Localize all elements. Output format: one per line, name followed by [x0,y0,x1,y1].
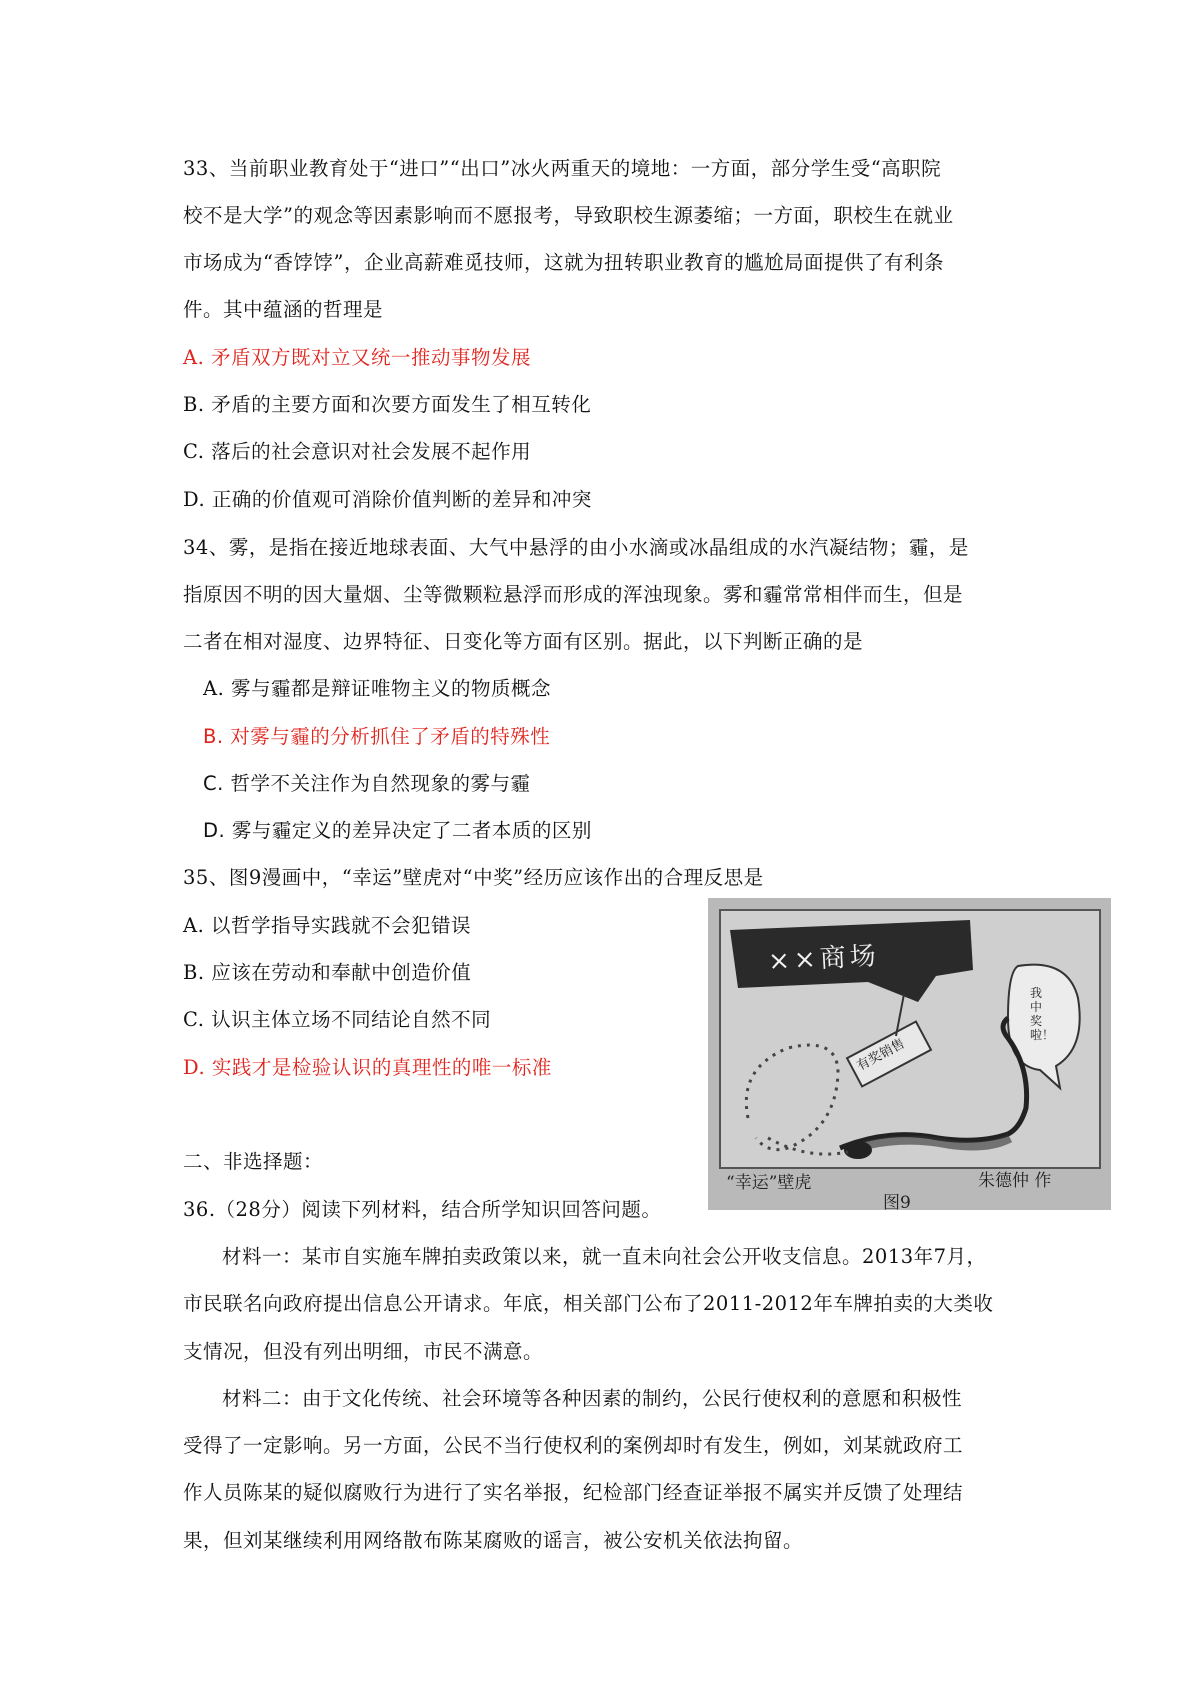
q35-stem: 35、图9漫画中，“幸运”壁虎对“中奖”经历应该作出的合理反思是 [183,866,764,889]
q34-stem-line-1: 34、雾，是指在接近地球表面、大气中悬浮的由小水滴或冰晶组成的水汽凝结物；霾，是 [183,536,969,559]
q34-option-b: B. 对雾与霾的分析抓住了矛盾的特殊性 [203,725,551,748]
material1-line-2: 市民联名向政府提出信息公开请求。年底，相关部门公布了2011-2012年车牌拍卖的大类收 [183,1292,994,1315]
q33-stem-line-3: 市场成为“香饽饽”，企业高薪难觅技师，这就为扭转职业教育的尴尬局面提供了有利条 [183,251,944,274]
cartoon-figure-label: 图9 [883,1193,911,1213]
q33-option-d: D. 正确的价值观可消除价值判断的差异和冲突 [183,488,592,511]
material2-line-3: 作人员陈某的疑似腐败行为进行了实名举报，纪检部门经查证举报不属实并反馈了处理结 [183,1481,964,1504]
material1-line-1: 材料一：某市自实施车牌拍卖政策以来，就一直未向社会公开收支信息。2013年7月， [222,1245,987,1268]
q33-stem-line-4: 件。其中蕴涵的哲理是 [183,298,384,321]
q33-option-a: A. 矛盾双方既对立又统一推动事物发展 [183,346,531,369]
q33-stem-line-1: 33、当前职业教育处于“进口”“出口”冰火两重天的境地：一方面，部分学生受“高职院 [183,157,942,180]
q34-stem-line-3: 二者在相对湿度、边界特征、日变化等方面有区别。据此，以下判断正确的是 [183,630,864,653]
section-heading: 二、非选择题： [183,1150,324,1173]
q35-option-c: C. 认识主体立场不同结论自然不同 [183,1008,492,1031]
q34-option-c: C. 哲学不关注作为自然现象的雾与霾 [203,772,531,795]
cartoon-bubble-text: 我中奖啦！ [1030,986,1055,1042]
q35-option-d: D. 实践才是检验认识的真理性的唯一标准 [183,1056,552,1079]
q34-option-a: A. 雾与霾都是辩证唯物主义的物质概念 [203,677,551,700]
cartoon-caption-right: 朱德仲 作 [978,1171,1052,1191]
material1-line-3: 支情况，但没有列出明细，市民不满意。 [183,1340,544,1363]
q35-option-b: B. 应该在劳动和奉献中创造价值 [183,961,472,984]
q34-option-d: D. 雾与霾定义的差异决定了二者本质的区别 [203,819,592,842]
cartoon-caption-left: “幸运”壁虎 [726,1173,812,1193]
q33-option-b: B. 矛盾的主要方面和次要方面发生了相互转化 [183,393,592,416]
cartoon-sign-text: 有奖销售 [854,1036,908,1075]
q36-title: 36.（28分）阅读下列材料，结合所学知识回答问题。 [183,1198,662,1221]
cartoon-banner-text: ××商场 [767,941,881,977]
q33-stem-line-2: 校不是大学”的观念等因素影响而不愿报考，导致职校生源萎缩；一方面，职校生在就业 [183,204,954,227]
q35-option-a: A. 以哲学指导实践就不会犯错误 [183,914,471,937]
cartoon-figure-9 [708,898,1111,1213]
material2-line-1: 材料二：由于文化传统、社会环境等各种因素的制约，公民行使权利的意愿和积极性 [222,1387,963,1410]
material2-line-4: 果，但刘某继续利用网络散布陈某腐败的谣言，被公安机关依法拘留。 [183,1529,804,1552]
material2-line-2: 受得了一定影响。另一方面，公民不当行使权利的案例却时有发生，例如，刘某就政府工 [183,1434,964,1457]
q33-option-c: C. 落后的社会意识对社会发展不起作用 [183,440,532,463]
q34-stem-line-2: 指原因不明的因大量烟、尘等微颗粒悬浮而形成的浑浊现象。雾和霾常常相伴而生，但是 [183,583,964,606]
